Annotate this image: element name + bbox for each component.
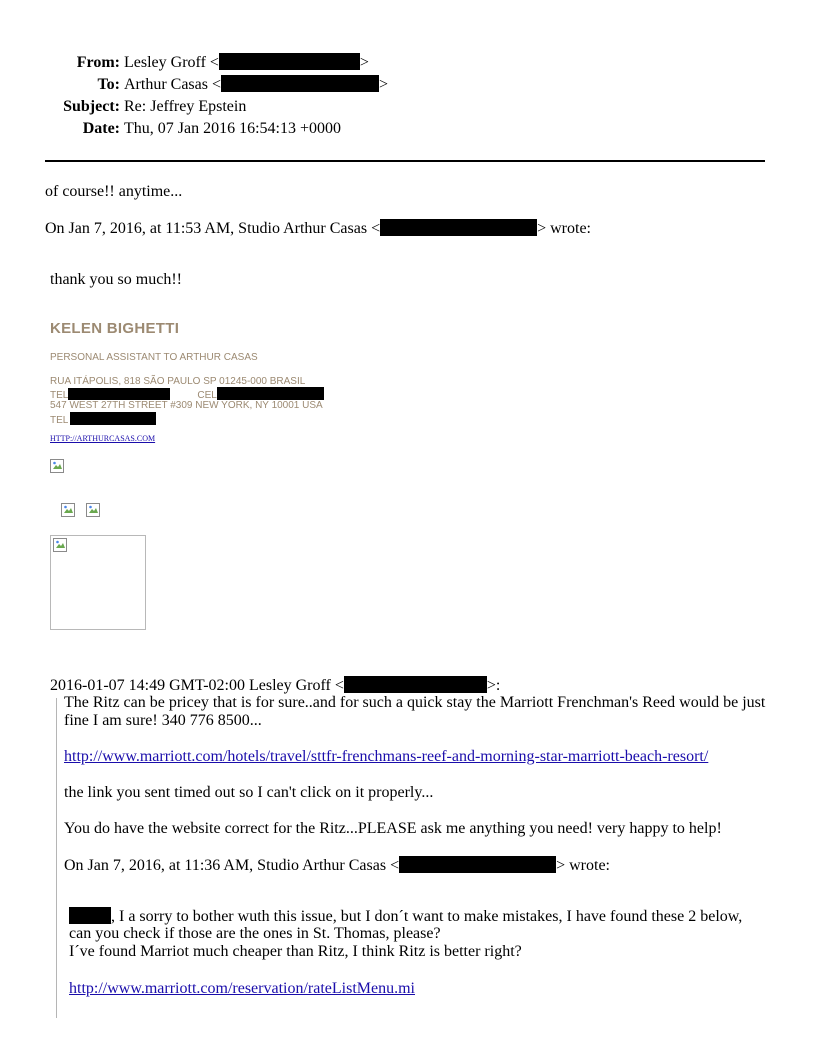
broken-image-icon [50, 459, 64, 473]
header-to-row [0, 75, 388, 95]
quoted-para4-line3: I´ve found Marriot much cheaper than Ritz, I think Ritz is better right? [69, 943, 522, 960]
header-divider [45, 160, 765, 162]
marriott-frenchmans-link[interactable]: http://www.marriott.com/hotels/travel/sttfr-frenchmans-reef-and-morning-star-marriott-beach-resort/ [64, 748, 709, 765]
reply-text: of course!! anytime... [45, 183, 183, 200]
quote1-intro-text: On Jan 7, 2016, at 11:53 AM, Studio Arthur Casas < [45, 220, 381, 237]
thanks-text: thank you so much!! [50, 271, 182, 288]
date-label: Date: [82, 120, 120, 137]
broken-image-icon [86, 503, 100, 517]
image-placeholder-frame [50, 535, 146, 630]
quoted-intro-text: 2016-01-07 14:49 GMT-02:00 Lesley Groff < [50, 677, 344, 694]
quoted-intro2-text: On Jan 7, 2016, at 11:36 AM, Studio Arthur Casas < [64, 857, 400, 874]
redaction-block [221, 75, 379, 92]
redaction-block [70, 412, 156, 425]
quoted-intro [50, 676, 500, 695]
redaction-block [344, 676, 487, 693]
redaction-block [68, 388, 170, 400]
cel-label: CEL [197, 390, 217, 401]
signature-name: KELEN BIGHETTI [50, 320, 180, 337]
quoted-intro2 [64, 856, 610, 875]
signature-title: PERSONAL ASSISTANT TO ARTHUR CASAS [50, 352, 258, 363]
header-from-row [0, 53, 369, 73]
tel2-label: TEL [50, 415, 69, 426]
quoted-para4-line2: can you check if those are the ones in St. Thomas, please? [69, 925, 441, 942]
header-subject-row [0, 97, 246, 117]
redaction-block [219, 53, 360, 70]
broken-image-icon [61, 503, 75, 517]
quote-bar [56, 698, 57, 1018]
quoted-intro-end: >: [486, 677, 501, 694]
redaction-block [380, 219, 537, 236]
quoted-para1-line1: The Ritz can be pricey that is for sure..and for such a quick stay the Marriott Frenchman's Reed would be just [64, 694, 766, 711]
quote1-intro-end: > wrote: [537, 220, 591, 237]
to-value: Arthur Casas < [124, 76, 222, 93]
quoted-para4-line1 [69, 907, 742, 926]
signature-tel2-row [50, 412, 156, 426]
redaction-block [69, 907, 111, 924]
signature-website-link[interactable]: HTTP://ARTHURCASAS.COM [50, 434, 156, 443]
subject-value: Re: Jeffrey Epstein [124, 98, 247, 115]
to-close: > [379, 76, 389, 93]
tel-label: TEL [50, 390, 69, 401]
quoted-para3: You do have the website correct for the Ritz...PLEASE ask me anything you need! very happy to help! [64, 820, 722, 837]
from-label: From: [76, 54, 120, 71]
date-value: Thu, 07 Jan 2016 16:54:13 +0000 [124, 120, 342, 137]
header-date-row [0, 119, 341, 139]
marriott-ratelist-link[interactable]: http://www.marriott.com/reservation/rateListMenu.mi [69, 980, 415, 997]
quote1-intro [45, 219, 591, 238]
from-value: Lesley Groff < [124, 54, 219, 71]
redaction-block [399, 856, 556, 873]
signature-address-br: RUA ITÁPOLIS, 818 SÃO PAULO SP 01245-000 BRASIL [50, 376, 306, 387]
broken-image-icon [53, 538, 67, 552]
quoted-para2: the link you sent timed out so I can't click on it properly... [64, 784, 434, 801]
to-label: To: [97, 76, 120, 93]
signature-address-us: 547 WEST 27TH STREET #309 NEW YORK, NY 10001 USA [50, 400, 323, 411]
quoted-para4-line1-text: , I a sorry to bother wuth this issue, but I don´t want to make mistakes, I have found these 2 below, [111, 908, 743, 925]
from-close: > [359, 54, 369, 71]
redaction-block [217, 387, 324, 400]
signature-tel-row [50, 387, 324, 401]
quoted-para1-line2: fine I am sure! 340 776 8500... [64, 712, 262, 729]
subject-label: Subject: [63, 98, 120, 115]
quoted-intro2-end: > wrote: [556, 857, 610, 874]
